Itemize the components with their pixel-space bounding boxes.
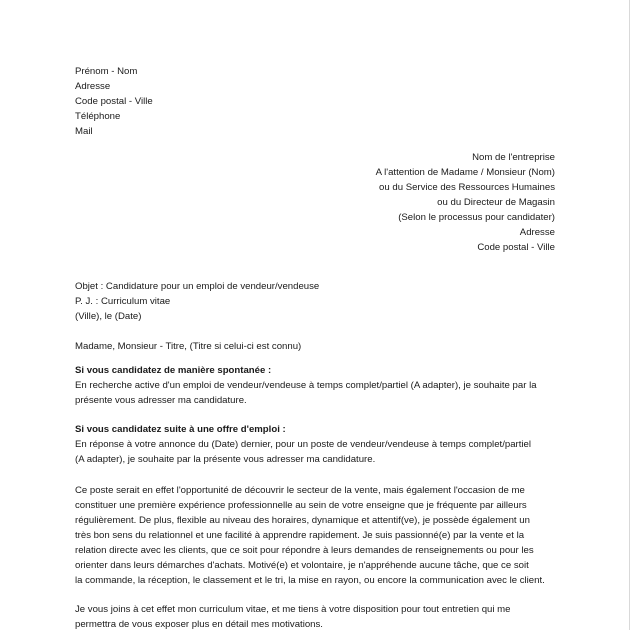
recipient-process-note: (Selon le processus pour candidater) [398,212,555,223]
recipient-address: Adresse [519,227,555,238]
place-date-line: (Ville), le (Date) [75,311,142,322]
recipient-company: Nom de l'entreprise [472,152,555,163]
paragraph-line: En recherche active d'un emploi de vendeur/vendeuse à temps complet/partiel (A adapter), je souhaite par la [75,380,537,391]
sender-postal-city: Code postal - Ville [75,96,153,107]
salutation: Madame, Monsieur - Titre, (Titre si celui-ci est connu) [75,341,302,352]
recipient-store-director: ou du Directeur de Magasin [437,197,555,208]
spontaneous-title: Si vous candidatez de manière spontanée : [75,365,272,376]
paragraph-line: constituer une première expérience professionnelle au sein de votre enseigne que je fréquente par ailleurs [75,500,527,511]
paragraph-line: la commande, la réception, le classement et le tri, la mise en rayon, ou encore la communication avec le client. [75,575,545,586]
sender-mail: Mail [75,126,93,137]
sender-name: Prénom - Nom [75,66,138,77]
paragraph-line: très bon sens du relationnel et une facilité à apprendre rapidement. Je suis passionné(e) par la vente et la [75,530,525,541]
paragraph-line: Ce poste serait en effet l'opportunité de découvrir le secteur de la vente, mais également l'occasion de me [75,485,525,496]
recipient-attention: A l'attention de Madame / Monsieur (Nom) [375,167,555,178]
sender-phone: Téléphone [75,111,121,122]
paragraph-line: régulièrement. De plus, flexible au niveau des horaires, dynamique et attentif(ve), je possède également un [75,515,530,526]
paragraph-line: (A adapter), je souhaite par la présente vous adresser ma candidature. [75,454,376,465]
paragraph-line: présente vous adresser ma candidature. [75,395,247,406]
paragraph-line: En réponse à votre annonce du (Date) dernier, pour un poste de vendeur/vendeuse à temps complet/partiel [75,439,531,450]
paragraph-line: relation directe avec les clients, que ce soit pour répondre à leurs demandes de renseignements ou pour les [75,545,534,556]
sender-address: Adresse [75,81,111,92]
paragraph-line: permettra de vous exposer plus en détail mes motivations. [75,619,323,630]
paragraph-line: Je vous joins à cet effet mon curriculum vitae, et me tiens à votre disposition pour tout entretien qui me [75,604,511,615]
subject-line: Objet : Candidature pour un emploi de vendeur/vendeuse [75,281,320,292]
recipient-postal-city: Code postal - Ville [477,242,555,253]
offer-title: Si vous candidatez suite à une offre d'emploi : [75,424,286,435]
paragraph-line: orienter dans leurs démarches d'achats. Motivé(e) et volontaire, je n'appréhende aucune tâche, que ce soit [75,560,529,571]
attachment-line: P. J. : Curriculum vitae [75,296,171,307]
recipient-hr-service: ou du Service des Ressources Humaines [379,182,555,193]
